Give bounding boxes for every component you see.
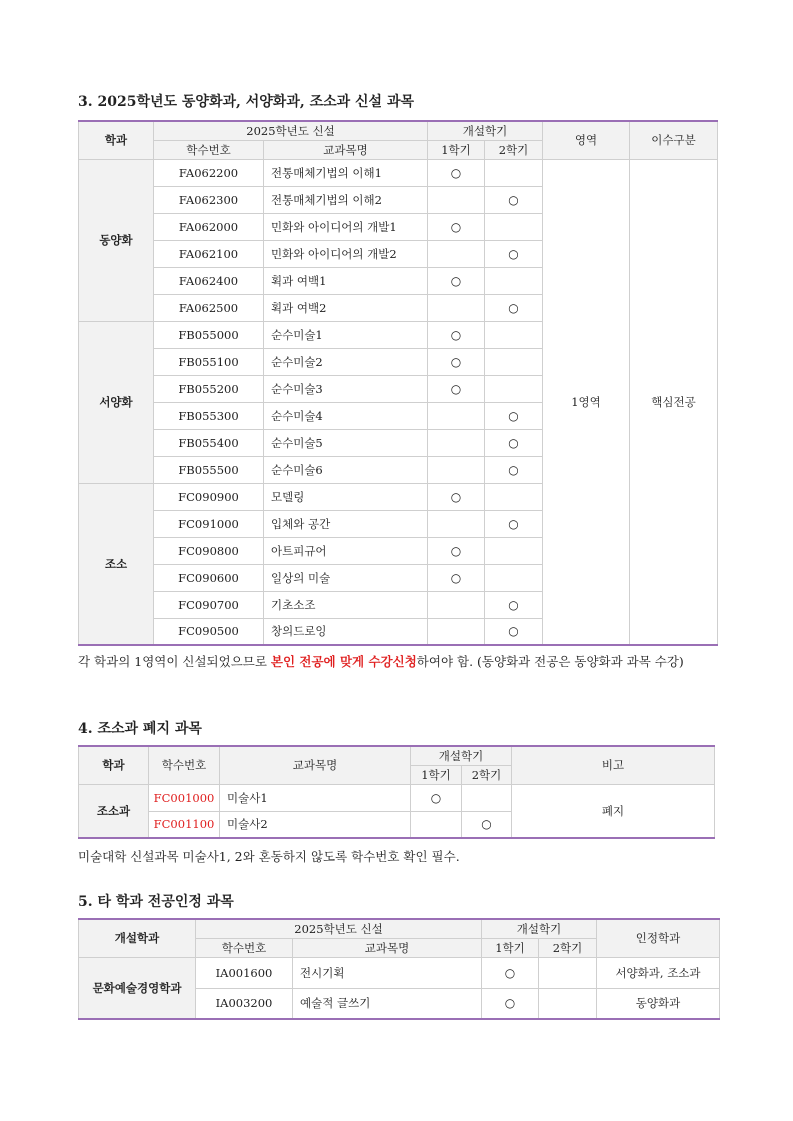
course-name: 순수미술4 — [264, 402, 428, 429]
course-name: 미술사1 — [220, 784, 411, 811]
sem1-mark: ○ — [428, 159, 485, 186]
header-dept: 개설학과 — [79, 919, 196, 957]
sem2-mark — [485, 348, 543, 375]
course-name: 민화와 아이디어의 개발1 — [264, 213, 428, 240]
header-course-name: 교과목명 — [293, 938, 482, 957]
dept-cell: 조소 — [79, 483, 154, 645]
note-text-before: 각 학과의 1영역이 신설되었으므로 — [78, 654, 271, 669]
sem1-mark — [411, 811, 462, 838]
course-code: FC091000 — [154, 510, 264, 537]
course-code: FC090600 — [154, 564, 264, 591]
course-code: FC090800 — [154, 537, 264, 564]
sem2-mark — [485, 537, 543, 564]
course-code: FB055300 — [154, 402, 264, 429]
sem2-mark: ○ — [485, 429, 543, 456]
recognized-dept-cell: 동양화과 — [597, 988, 720, 1019]
header-dept: 학과 — [79, 121, 154, 159]
course-name: 획과 여백1 — [264, 267, 428, 294]
sem1-mark — [428, 240, 485, 267]
course-name: 순수미술5 — [264, 429, 428, 456]
course-name: 순수미술6 — [264, 456, 428, 483]
sem1-mark — [428, 456, 485, 483]
header-sem2: 2학기 — [485, 140, 543, 159]
course-name: 입체와 공간 — [264, 510, 428, 537]
dept-cell: 서양화 — [79, 321, 154, 483]
sem2-mark — [539, 957, 597, 988]
section-5-title: 5. 타 학과 전공인정 과목 — [78, 894, 234, 910]
sem2-mark — [485, 321, 543, 348]
course-name: 아트피규어 — [264, 537, 428, 564]
sem1-mark: ○ — [428, 267, 485, 294]
section-3-note — [78, 651, 718, 673]
sem2-mark — [485, 267, 543, 294]
sem1-mark: ○ — [428, 483, 485, 510]
sem1-mark — [428, 510, 485, 537]
course-name: 획과 여백2 — [264, 294, 428, 321]
sem1-mark — [428, 294, 485, 321]
sem2-mark: ○ — [485, 510, 543, 537]
sem2-mark — [485, 564, 543, 591]
header-code: 학수번호 — [154, 140, 264, 159]
sem2-mark: ○ — [462, 811, 512, 838]
course-name: 모델링 — [264, 483, 428, 510]
header-open-semester: 개설학기 — [411, 746, 512, 765]
header-open-semester: 개설학기 — [482, 919, 597, 938]
course-code: FC090700 — [154, 591, 264, 618]
remark-cell: 폐지 — [512, 784, 715, 838]
table-row — [79, 957, 720, 988]
header-course-name: 교과목명 — [264, 140, 428, 159]
sem1-mark: ○ — [428, 375, 485, 402]
course-code: FB055100 — [154, 348, 264, 375]
dept-cell: 문화예술경영학과 — [79, 957, 196, 1019]
course-code: FB055400 — [154, 429, 264, 456]
header-course-name: 교과목명 — [220, 746, 411, 784]
sem2-mark — [539, 988, 597, 1019]
sem1-mark: ○ — [428, 564, 485, 591]
abolished-courses-table — [78, 745, 715, 839]
table-row — [79, 159, 718, 186]
sem2-mark: ○ — [485, 402, 543, 429]
header-category: 이수구분 — [630, 121, 718, 159]
sem2-mark: ○ — [485, 294, 543, 321]
course-code: FA062300 — [154, 186, 264, 213]
sem2-mark — [485, 213, 543, 240]
course-name: 예술적 글쓰기 — [293, 988, 482, 1019]
course-code: IA003200 — [196, 988, 293, 1019]
header-code: 학수번호 — [149, 746, 220, 784]
section-4-note: 미술대학 신설과목 미술사1, 2와 혼동하지 않도록 학수번호 확인 필수. — [78, 849, 460, 864]
course-code: IA001600 — [196, 957, 293, 988]
sem1-mark: ○ — [428, 321, 485, 348]
header-sem1: 1학기 — [428, 140, 485, 159]
sem1-mark: ○ — [482, 957, 539, 988]
course-name: 전통매체기법의 이해2 — [264, 186, 428, 213]
header-code: 학수번호 — [196, 938, 293, 957]
sem2-mark: ○ — [485, 240, 543, 267]
sem1-mark: ○ — [428, 213, 485, 240]
header-new-2025: 2025학년도 신설 — [196, 919, 482, 938]
sem2-mark — [485, 375, 543, 402]
sem2-mark — [485, 159, 543, 186]
header-recognized-dept: 인정학과 — [597, 919, 720, 957]
category-cell: 핵심전공 — [630, 159, 718, 645]
sem2-mark: ○ — [485, 186, 543, 213]
course-name: 미술사2 — [220, 811, 411, 838]
header-area: 영역 — [543, 121, 630, 159]
table-row — [79, 784, 715, 811]
sem1-mark — [428, 186, 485, 213]
course-name: 창의드로잉 — [264, 618, 428, 645]
header-sem2: 2학기 — [539, 938, 597, 957]
header-sem1: 1학기 — [482, 938, 539, 957]
course-code: FB055500 — [154, 456, 264, 483]
recognized-courses-table — [78, 918, 720, 1020]
course-code: FC001100 — [149, 811, 220, 838]
section-4-title: 4. 조소과 폐지 과목 — [78, 721, 202, 737]
course-code: FA062400 — [154, 267, 264, 294]
sem2-mark — [462, 784, 512, 811]
sem1-mark: ○ — [428, 348, 485, 375]
course-code: FA062200 — [154, 159, 264, 186]
note-highlight: 본인 전공에 맞게 수강신청 — [270, 654, 417, 669]
header-sem2: 2학기 — [462, 765, 512, 784]
dept-cell: 동양화 — [79, 159, 154, 321]
course-code: FA062100 — [154, 240, 264, 267]
area-cell: 1영역 — [543, 159, 630, 645]
header-remark: 비고 — [512, 746, 715, 784]
course-name: 기초소조 — [264, 591, 428, 618]
sem1-mark — [428, 618, 485, 645]
recognized-dept-cell: 서양화과, 조소과 — [597, 957, 720, 988]
course-name: 순수미술1 — [264, 321, 428, 348]
course-name: 민화와 아이디어의 개발2 — [264, 240, 428, 267]
course-code: FB055000 — [154, 321, 264, 348]
sem1-mark — [428, 591, 485, 618]
course-name: 순수미술2 — [264, 348, 428, 375]
course-name: 일상의 미술 — [264, 564, 428, 591]
course-code: FB055200 — [154, 375, 264, 402]
header-new-2025: 2025학년도 신설 — [154, 121, 428, 140]
course-code: FC090900 — [154, 483, 264, 510]
sem1-mark — [428, 429, 485, 456]
course-code: FC001000 — [149, 784, 220, 811]
course-code: FA062000 — [154, 213, 264, 240]
sem2-mark: ○ — [485, 456, 543, 483]
course-code: FC090500 — [154, 618, 264, 645]
course-name: 전시기획 — [293, 957, 482, 988]
course-name: 전통매체기법의 이해1 — [264, 159, 428, 186]
dept-cell: 조소과 — [79, 784, 149, 838]
sem1-mark — [428, 402, 485, 429]
sem1-mark: ○ — [482, 988, 539, 1019]
header-sem1: 1학기 — [411, 765, 462, 784]
sem2-mark — [485, 483, 543, 510]
header-open-semester: 개설학기 — [428, 121, 543, 140]
course-name: 순수미술3 — [264, 375, 428, 402]
section-3-title: 3. 2025학년도 동양화과, 서양화과, 조소과 신설 과목 — [78, 94, 415, 110]
header-dept: 학과 — [79, 746, 149, 784]
sem1-mark: ○ — [411, 784, 462, 811]
sem2-mark: ○ — [485, 618, 543, 645]
new-courses-table — [78, 120, 718, 646]
note-text-after: 하여야 함. (동양화과 전공은 동양화과 과목 수강) — [416, 654, 684, 669]
course-code: FA062500 — [154, 294, 264, 321]
sem1-mark: ○ — [428, 537, 485, 564]
sem2-mark: ○ — [485, 591, 543, 618]
